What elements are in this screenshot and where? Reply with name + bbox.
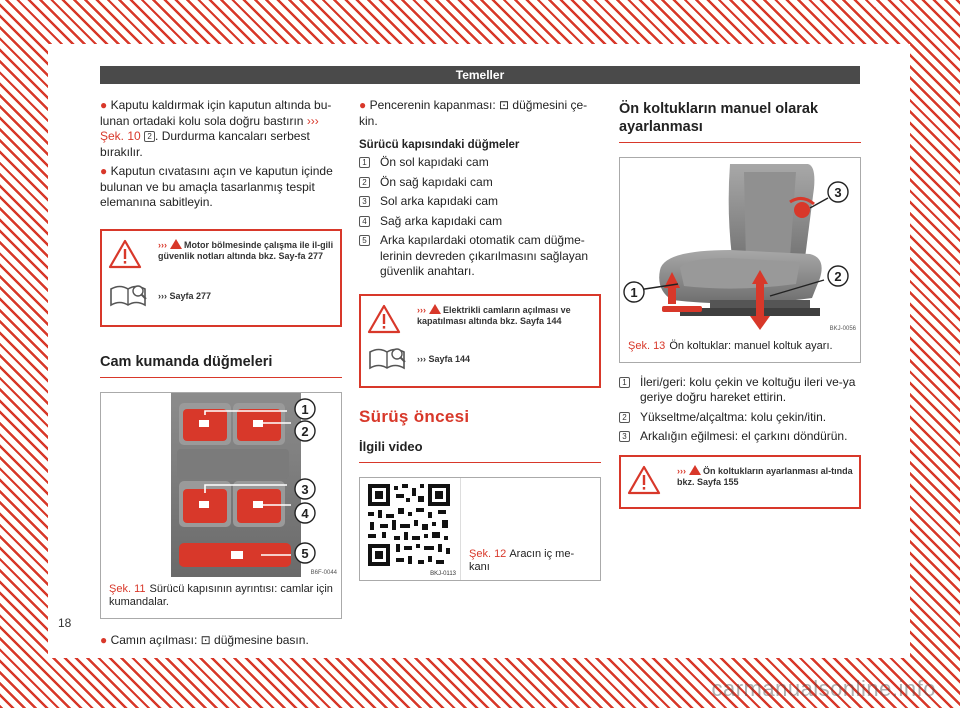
- manual-book-icon: [367, 344, 417, 378]
- watermark: carmanualsonline.info: [711, 676, 936, 701]
- warning-small-icon: [429, 304, 441, 314]
- figure-seat-adjust: [619, 157, 861, 363]
- figure-code: B6F-0044: [310, 569, 337, 576]
- column-3: [619, 98, 861, 509]
- callout-1: 1: [301, 401, 309, 417]
- callout-5: 5: [301, 545, 309, 561]
- warning-small-icon: [170, 239, 182, 249]
- warning-box: ››› Motor bölmesinde çalışma ile il-gili güvenlik notları altında bkz. Say-fa 277 ››› Sayfa 277: [100, 229, 342, 327]
- list-item: 3 Arkalığın eğilmesi: el çarkını döndürün.: [619, 429, 861, 445]
- list-item: 1 Ön sol kapıdaki cam: [359, 155, 601, 171]
- warning-icon: [627, 465, 677, 499]
- seat-illustration: [620, 158, 860, 334]
- window-switch-icon: ⊡: [499, 98, 510, 112]
- figure-code: BKJ-0056: [829, 326, 856, 332]
- manual-book-icon: [108, 281, 158, 315]
- page-link[interactable]: ››› Sayfa 277: [158, 290, 212, 301]
- figure-window-switches: [100, 392, 342, 619]
- callout-3: 3: [834, 185, 842, 200]
- warning-icon: [367, 304, 417, 338]
- list-item: 3 Sol arka kapıdaki cam: [359, 194, 601, 210]
- page-link[interactable]: ››› Sayfa 144: [417, 353, 471, 364]
- callout-2: 2: [834, 269, 842, 284]
- bullet-dot: ●: [100, 164, 108, 178]
- section-title-seat-adjust: Ön koltukların manuel olarak ayarlanması: [619, 100, 861, 143]
- figure-code: BKJ-0113: [430, 570, 456, 577]
- bullet-hood-prop: ● Kaputun cıvatasını açın ve kaputun içinde bulunan ve bu amaçla tasarlanmış tespit elemanına sabitleyin.: [100, 164, 333, 209]
- list-item: 4 Sağ arka kapıdaki cam: [359, 214, 601, 230]
- page-header: Temeller: [100, 66, 860, 84]
- number-badge: 2: [144, 131, 155, 142]
- figure-caption: Şek. 13 Ön koltuklar: manuel koltuk ayarı.: [628, 340, 833, 352]
- list-item: 1 İleri/geri: kolu çekin ve koltuğu ileri ve-ya geriye doğru hareket ettirin.: [619, 375, 861, 406]
- figure-link[interactable]: Şek. 10: [100, 129, 141, 143]
- callout-1: 1: [630, 285, 638, 300]
- list-item: 2 Yükseltme/alçaltma: kolu çekin/itin.: [619, 410, 861, 426]
- figure-caption: Şek. 12 Aracın iç me-kanı: [469, 547, 575, 573]
- numbered-list: [619, 375, 861, 445]
- qr-code-image[interactable]: [360, 478, 460, 578]
- list-item: 2 Ön sağ kapıdaki cam: [359, 175, 601, 191]
- warning-box: ››› Ön koltukların ayarlanması al-tında bkz. Sayfa 155: [619, 455, 861, 509]
- figure-video-qr: [359, 477, 601, 581]
- callout-3: 3: [301, 481, 309, 497]
- column-1: [100, 98, 342, 652]
- window-switch-icon: ⊡: [200, 632, 211, 647]
- list-item: 5 Arka kapılardaki otomatik cam düğme-lerinin devreden çıkarılmasını sağlayan güvenlik anahtarı.: [359, 233, 601, 280]
- warning-box: ››› Elektrikli camların açılması ve kapatılması altında bkz. Sayfa 144 ››› Sayfa 144: [359, 294, 601, 388]
- callout-4: 4: [301, 505, 309, 521]
- bullet-dot: ●: [100, 632, 108, 647]
- bullet-dot: ●: [359, 98, 367, 112]
- column-2: [359, 98, 601, 581]
- bullet-hood-lever: ● Kaputu kaldırmak için kaputun altında bu-lunan ortadaki kolu sola doğru bastırın ››› Şek. 10 2 . Durdurma kancaları serbest bırakılır.: [100, 98, 332, 159]
- section-title-before-driving: Sürüş öncesi: [359, 406, 470, 426]
- subheading-driver-door: Sürücü kapısındaki düğmeler: [359, 139, 520, 151]
- section-title-window-buttons: Cam kumanda düğmeleri: [100, 353, 342, 378]
- figure-caption: Şek. 11 Sürücü kapısının ayrıntısı: camlar için kumandalar.: [109, 582, 333, 608]
- warning-icon: [108, 239, 158, 273]
- subsection-related-video: İlgili video: [359, 438, 601, 463]
- numbered-list: [359, 155, 601, 280]
- page-number: 18: [58, 616, 72, 630]
- bullet-window-close: ● Pencerenin kapanması: ⊡ düğmesini çe-kin.: [359, 98, 588, 128]
- callout-2: 2: [301, 423, 309, 439]
- warning-small-icon: [689, 465, 701, 475]
- window-switch-illustration: [101, 393, 341, 577]
- bullet-dot: ●: [100, 98, 108, 112]
- bullet-window-open: ● Camın açılması: ⊡ düğmesine basın.: [100, 632, 309, 647]
